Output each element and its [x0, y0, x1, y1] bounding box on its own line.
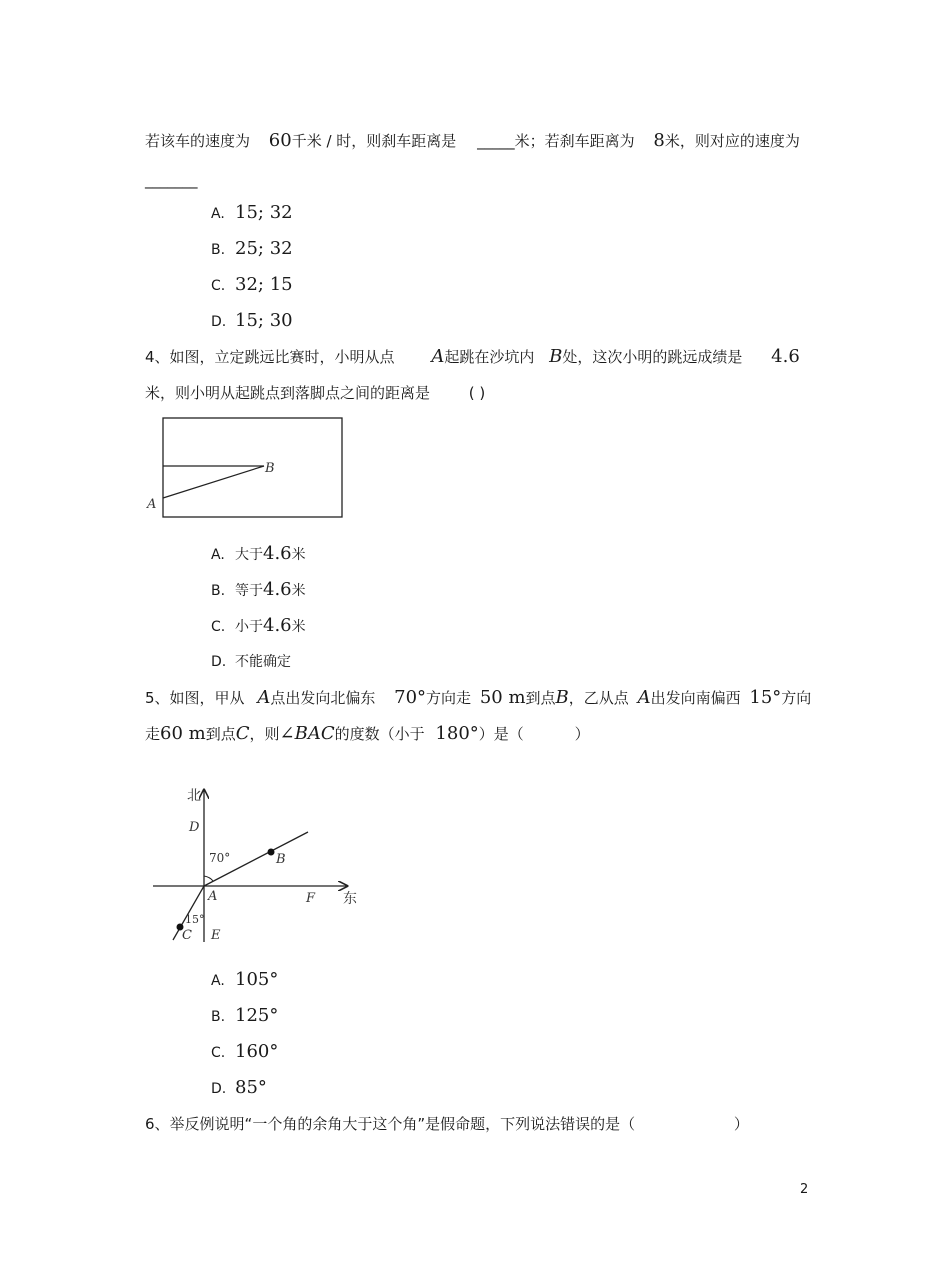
- q3-option-a: A. 15; 32: [211, 202, 293, 223]
- b-label: B: [276, 852, 286, 867]
- page-number: 2: [800, 1182, 809, 1197]
- q4-line2: 米，则小明从起跳点到落脚点之间的距离是 ( ): [145, 384, 486, 402]
- q5-option-d: D. 85°: [211, 1077, 267, 1098]
- q4-option-a: A. 大于4.6米: [211, 543, 306, 564]
- north-label: 北: [187, 788, 201, 804]
- q3-option-d: D. 15; 30: [211, 310, 293, 331]
- q3-blank2: _______: [145, 171, 198, 189]
- c-label: C: [182, 928, 192, 943]
- e-label: E: [211, 928, 221, 943]
- f-label: F: [306, 891, 316, 906]
- east-label: 东: [343, 891, 357, 907]
- q4-option-c: C. 小于4.6米: [211, 615, 306, 636]
- a-label: A: [208, 889, 218, 904]
- angle-15-label: 15°: [185, 913, 205, 926]
- q5-option-a: A. 105°: [211, 969, 279, 990]
- q3-speed: 60: [268, 130, 292, 151]
- d-label: D: [189, 820, 200, 835]
- q3-blank1: _____: [477, 132, 515, 150]
- q5-option-c: C. 160°: [211, 1041, 279, 1062]
- q5-line1: 5、如图，甲从 A点出发向北偏东 70°方向走 50 m到点B，乙从点 A出发向南偏西 15°方向: [145, 687, 812, 708]
- q4-figure: [140, 412, 350, 524]
- q3-option-c: C. 32; 15: [211, 274, 293, 295]
- q3-option-b: B. 25; 32: [211, 238, 293, 259]
- q4-option-d: D. 不能确定: [211, 654, 291, 670]
- q4-label-a: A: [147, 497, 157, 512]
- q3-dist: 8: [653, 130, 665, 151]
- q4-label-b: B: [265, 461, 275, 476]
- angle-70-label: 70°: [209, 851, 231, 865]
- q6-line: 6、举反例说明“一个角的余角大于这个角”是假命题，下列说法错误的是（ ）: [145, 1115, 749, 1133]
- q5-figure: [145, 782, 370, 947]
- q4-option-b: B. 等于4.6米: [211, 579, 306, 600]
- q5-option-b: B. 125°: [211, 1005, 279, 1026]
- q4-line1: 4、如图，立定跳远比赛时，小明从点 A起跳在沙坑内 B处，这次小明的跳远成绩是 4.6: [145, 346, 800, 367]
- q5-line2: 走60 m到点C，则∠BAC的度数（小于 180°）是（ ）: [145, 723, 590, 744]
- q3-line1: 若该车的速度为 60千米 / 时，则刹车距离是 _____米；若刹车距离为 8米，则对应的速度为: [145, 130, 800, 151]
